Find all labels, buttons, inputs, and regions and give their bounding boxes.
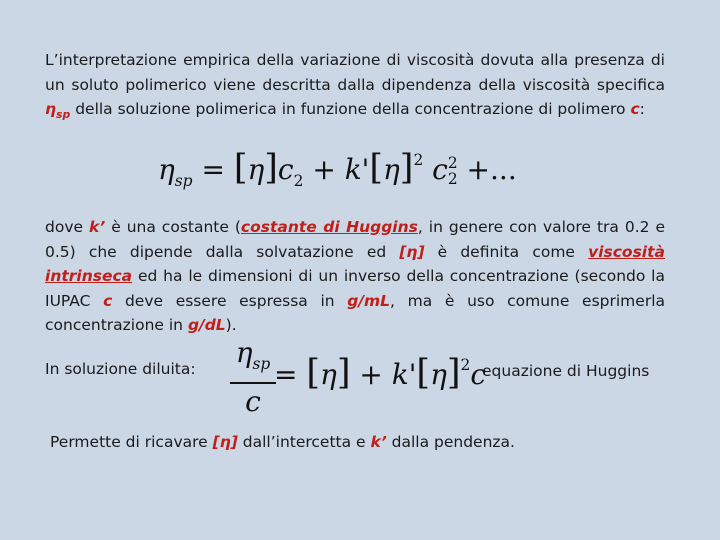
k-prime-symbol: k’ [89, 218, 106, 236]
eq2-equals: = [274, 358, 298, 391]
eq2-right-bracket: ] [336, 353, 351, 393]
p2-text-6: deve essere espressa in [112, 291, 348, 310]
eq1-eta: η [158, 153, 175, 186]
eq1-sp-subscript: sp [174, 171, 193, 190]
eq2-eta: η [235, 336, 253, 369]
eq1-c: c [277, 153, 294, 186]
eq1-c-2: c [432, 153, 448, 186]
eq1-c-2-sup: 2 [447, 154, 458, 173]
eta-symbol: η [45, 100, 57, 118]
eq2-left-bracket-2: [ [416, 353, 431, 393]
intro-text-b: della soluzione polimerica in funzione della concentrazione di polimero [70, 100, 631, 118]
p2-text-3: , in genere con valore tra 0.2 e 0.5) che dipende dalla solvatazione ed [45, 218, 666, 261]
eq2-left-bracket: [ [306, 353, 321, 393]
eq2-right-side [274, 353, 486, 393]
eq2-sp-subscript: sp [252, 354, 271, 373]
eq2-fraction [228, 335, 278, 420]
eq1-eta-intrinsic: η [247, 153, 265, 186]
eq2-numerator [228, 335, 278, 382]
p2-text-5: ed ha le dimensioni di un inverso della concentrazione (secondo la IUPAC [45, 267, 665, 310]
unit-g-per-dl: g/dL [187, 316, 226, 334]
intro-paragraph [45, 48, 665, 128]
p3-text-2: dall’intercetta e [237, 433, 371, 451]
concentration-symbol: c [630, 100, 640, 118]
eq2-plus: + [359, 358, 383, 391]
p3-intrinsic-viscosity-symbol: [η] [212, 433, 238, 451]
eq2-denominator: c [245, 384, 261, 418]
p2-text-1: dove [45, 218, 90, 236]
eq1-plus: + [312, 153, 336, 186]
intro-text-c: : [639, 100, 645, 118]
p2-text-2: è una costante ( [105, 218, 241, 236]
sp-subscript: sp [56, 108, 71, 122]
eq2-k-prime: k' [391, 358, 417, 391]
huggins-equation-label: equazione di Huggins [482, 362, 650, 380]
eq1-c-subscript: 2 [293, 171, 304, 190]
eq1-ellipsis: ... [490, 153, 517, 186]
p2-text-7: , ma è uso comune esprimerla concentrazione in [45, 291, 665, 334]
eq2-eta-intrinsic-2: η [430, 358, 447, 391]
eq1-right-bracket: ] [264, 148, 278, 188]
p3-text-1: Permette di ricavare [50, 433, 213, 451]
eq2-right-bracket-2: ] [446, 353, 461, 393]
eq1-left-bracket: [ [233, 148, 248, 188]
eq2-squared: 2 [460, 356, 471, 375]
viscosity-series-equation [158, 148, 517, 190]
intro-text-a: L’interpretazione empirica della variazione di viscosità dovuta alla presenza di un soluto polimerico viene descritta dalla dipendenza della viscosità specifica [45, 51, 665, 94]
eq1-equals: = [201, 153, 225, 186]
specific-viscosity-symbol [45, 100, 71, 122]
p2-text-8: ). [225, 316, 237, 334]
intrinsic-viscosity-term: viscosità intrinseca [45, 242, 665, 285]
intrinsic-viscosity-symbol: [η] [399, 242, 425, 261]
eq1-right-bracket-2: ] [399, 148, 414, 188]
eq1-left-bracket-2: [ [369, 148, 384, 188]
huggins-constant-paragraph [45, 215, 665, 338]
eq2-eta-intrinsic: η [320, 358, 337, 391]
unit-g-per-ml: g/mL [347, 291, 391, 310]
eq1-eta-intrinsic-2: η [383, 153, 400, 186]
eq2-c: c [470, 358, 486, 391]
dilute-solution-label: In soluzione diluita: [45, 360, 196, 378]
p2-text-4: è definita come [424, 242, 589, 261]
eq1-plus-2: + [466, 153, 491, 186]
p3-k-prime-symbol: k’ [370, 433, 387, 451]
p3-text-3: dalla pendenza. [386, 433, 515, 451]
p2-c-symbol: c [103, 291, 113, 310]
conclusion-paragraph [50, 433, 515, 451]
eq1-squared: 2 [413, 151, 424, 170]
huggins-constant-term: costante di Huggins [240, 218, 418, 236]
eq1-k-prime: k' [344, 153, 370, 186]
eq1-c-2-sub: 2 [447, 169, 458, 188]
